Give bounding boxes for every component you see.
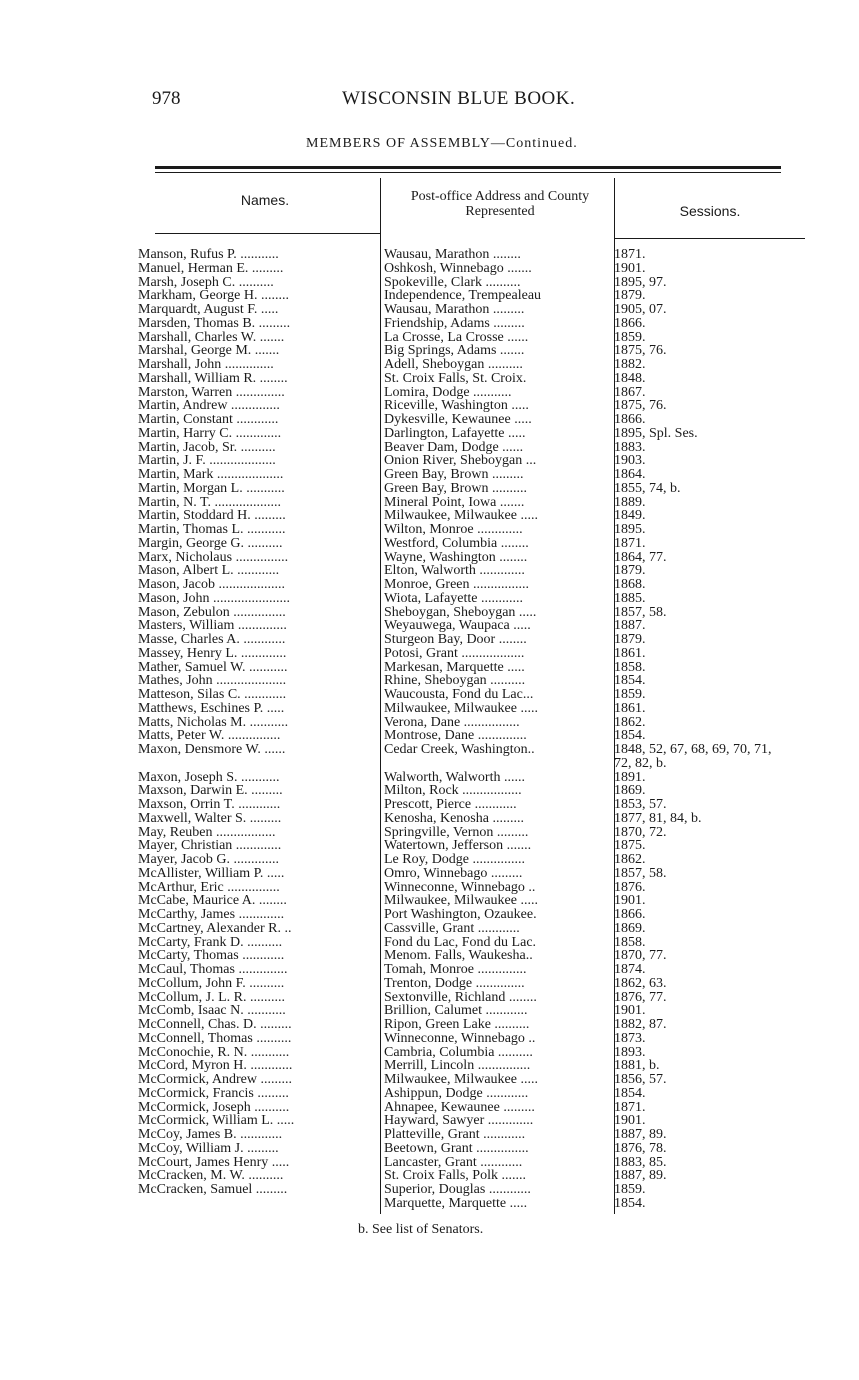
member-sessions: 1879. — [614, 564, 646, 578]
member-name: Marshal, George M. ....... — [138, 344, 280, 358]
member-name: Martin, Andrew .............. — [138, 399, 280, 413]
member-sessions: 1871. — [614, 1100, 646, 1115]
member-name: McConochie, R. N. ........... — [138, 1045, 290, 1060]
member-sessions: 1849. — [614, 509, 646, 523]
member-address: Riceville, Washington ..... — [384, 399, 529, 413]
member-address: Platteville, Grant ............ — [384, 1128, 526, 1142]
member-sessions: 1895, Spl. Ses. — [614, 426, 698, 441]
member-name: Mason, John ...................... — [138, 591, 291, 606]
member-name: Maxson, Darwin E. ......... — [138, 784, 283, 798]
member-address: Fond du Lac, Fond du Lac. — [384, 935, 537, 950]
member-name: McCourt, James Henry ..... — [138, 1155, 290, 1170]
member-name: McCracken, Samuel ......... — [138, 1183, 288, 1197]
member-sessions: 1869. — [614, 921, 646, 936]
member-name: Mathes, John .................... — [138, 674, 287, 688]
member-address: Prescott, Pierce ............ — [384, 798, 517, 812]
member-sessions: 1881, b. — [614, 1059, 660, 1073]
member-sessions: 1901. — [614, 1004, 646, 1018]
member-sessions: 1876, 77. — [614, 990, 667, 1005]
member-name: Marsden, Thomas B. ......... — [138, 316, 291, 331]
member-name: Martin, Morgan L. ........... — [138, 481, 285, 496]
member-address: Cedar Creek, Washington.. — [384, 743, 535, 757]
member-address: Port Washington, Ozaukee. — [384, 908, 537, 922]
member-sessions: 1859. — [614, 688, 646, 702]
member-address: Elton, Walworth ............. — [384, 564, 525, 578]
member-address: Westford, Columbia ........ — [384, 536, 529, 551]
member-address: Omro, Winnebago ......... — [384, 866, 523, 881]
member-address: Waucousta, Fond du Lac... — [384, 688, 534, 702]
member-address: Brillion, Calumet ............ — [384, 1004, 528, 1018]
member-name: Marx, Nicholaus ............... — [138, 550, 289, 565]
member-address: Oshkosh, Winnebago ....... — [384, 261, 532, 276]
member-name: McCollum, J. L. R. .......... — [138, 990, 286, 1005]
member-sessions: 1854. — [614, 674, 646, 688]
member-sessions: 1848, 52, 67, 68, 69, 70, 71, 72, 82, b. — [614, 743, 772, 771]
member-address: Hayward, Sawyer ............. — [384, 1114, 534, 1128]
member-name: McCoy, William J. ......... — [138, 1141, 279, 1156]
footnote: b. See list of Senators. — [358, 1222, 484, 1237]
member-address: Kenosha, Kenosha ......... — [384, 811, 524, 826]
member-name: Martin, Stoddard H. ......... — [138, 509, 286, 523]
member-name: Martin, N. T. ................... — [138, 495, 281, 510]
member-name: Martin, J. F. ................... — [138, 454, 276, 468]
member-name — [138, 1197, 376, 1211]
member-sessions: 1903. — [614, 454, 646, 468]
member-address: Ahnapee, Kewaunee ......... — [384, 1100, 535, 1115]
member-address: Milton, Rock ................. — [384, 784, 522, 798]
member-address: Lomira, Dodge ........... — [384, 385, 512, 400]
member-address: Trenton, Dodge .............. — [384, 976, 525, 991]
header-underline-names — [155, 233, 380, 234]
member-name: Mather, Samuel W. ........... — [138, 660, 288, 675]
column-header-address: Post-office Address and County Represented — [410, 189, 590, 219]
member-address: Friendship, Adams ......... — [384, 316, 525, 331]
member-name: McCord, Myron H. ............ — [138, 1059, 293, 1073]
member-name: Massey, Henry L. ............. — [138, 646, 287, 661]
member-name: Marsh, Joseph C. .......... — [138, 275, 274, 290]
member-sessions: 1864. — [614, 468, 646, 482]
member-sessions: 1871. — [614, 536, 646, 551]
member-name: Markham, George H. ........ — [138, 289, 289, 303]
page-number: 978 — [152, 88, 181, 109]
member-name: McCormick, William L. ..... — [138, 1114, 295, 1128]
member-name: Marshall, William R. ........ — [138, 371, 288, 386]
member-address: Sextonville, Richland ........ — [384, 990, 537, 1005]
member-address: Beaver Dam, Dodge ...... — [384, 440, 524, 455]
member-sessions: 1901. — [614, 261, 646, 276]
member-address: Mineral Point, Iowa ....... — [384, 495, 525, 510]
member-address: Milwaukee, Milwaukee ..... — [384, 509, 538, 523]
member-address: Wilton, Monroe ............. — [384, 523, 523, 537]
column-header-names: Names. — [240, 192, 290, 208]
member-sessions: 1885. — [614, 591, 646, 606]
member-name: McComb, Isaac N. ........... — [138, 1004, 286, 1018]
member-sessions: 1891. — [614, 770, 646, 785]
column-header-sessions: Sessions. — [679, 203, 741, 219]
member-address: Marquette, Marquette ..... — [384, 1196, 528, 1211]
member-sessions: 1876, 78. — [614, 1141, 667, 1156]
member-sessions: 1859. — [614, 1183, 646, 1197]
member-sessions: 1862. — [614, 715, 646, 730]
member-name: McCormick, Andrew ......... — [138, 1073, 292, 1087]
member-sessions: 1869. — [614, 784, 646, 798]
member-name: Marshall, John .............. — [138, 358, 274, 372]
member-sessions: 1873. — [614, 1031, 646, 1046]
member-address: Merrill, Lincoln ............... — [384, 1059, 531, 1073]
member-address: Milwaukee, Milwaukee ..... — [384, 701, 538, 716]
member-name: Maxwell, Walter S. ......... — [138, 811, 282, 826]
member-address: Superior, Douglas ............ — [384, 1183, 531, 1197]
member-name: Masse, Charles A. ............ — [138, 633, 286, 647]
member-name: Manson, Rufus P. ........... — [138, 248, 279, 262]
member-sessions: 1867. — [614, 385, 646, 400]
member-sessions: 1893. — [614, 1045, 646, 1060]
member-sessions: 1887. — [614, 619, 646, 633]
member-address: Beetown, Grant ............... — [384, 1141, 529, 1156]
member-address: Menom. Falls, Waukesha.. — [384, 949, 533, 963]
member-address: Adell, Sheboygan .......... — [384, 358, 523, 372]
member-sessions: 1854. — [614, 729, 646, 743]
member-address: Monroe, Green ................ — [384, 578, 530, 592]
running-title: WISCONSIN BLUE BOOK. — [342, 88, 576, 109]
member-address: Winneconne, Winnebago .. — [384, 880, 536, 895]
member-name: McCartney, Alexander R. .. — [138, 921, 292, 936]
member-name: McCarthy, James ............. — [138, 908, 285, 922]
member-sessions: 1883. — [614, 440, 646, 455]
member-sessions: 1853, 57. — [614, 798, 667, 812]
member-sessions: 1887, 89. — [614, 1128, 667, 1142]
member-address: Verona, Dane ................ — [384, 715, 520, 730]
member-name: Margin, George G. .......... — [138, 536, 283, 551]
header-underline-sessions — [615, 238, 805, 239]
member-address: Cambria, Columbia .......... — [384, 1045, 533, 1060]
member-sessions: 1859. — [614, 330, 646, 345]
member-address: Wausau, Marathon ......... — [384, 303, 525, 317]
member-name: Mayer, Jacob G. ............. — [138, 853, 279, 867]
member-name: McCracken, M. W. .......... — [138, 1169, 284, 1183]
member-address: Wausau, Marathon ........ — [384, 248, 521, 262]
member-name: Matteson, Silas C. ............ — [138, 688, 287, 702]
member-address: Dykesville, Kewaunee ..... — [384, 413, 532, 427]
member-sessions: 1854. — [614, 1196, 646, 1211]
member-name: Marston, Warren .............. — [138, 385, 285, 400]
member-address: Big Springs, Adams ....... — [384, 344, 525, 358]
member-address: Springville, Vernon ......... — [384, 825, 529, 840]
member-address: Wayne, Washington ........ — [384, 550, 528, 565]
member-sessions: 1876. — [614, 880, 646, 895]
member-sessions: 1870, 72. — [614, 825, 667, 840]
member-name: Maxson, Orrin T. ............ — [138, 798, 281, 812]
member-sessions: 1858. — [614, 935, 646, 950]
member-name: Manuel, Herman E. ......... — [138, 261, 284, 276]
member-sessions: 1861. — [614, 701, 646, 716]
member-sessions: 1895, 97. — [614, 275, 667, 290]
member-address: St. Croix Falls, Polk ....... — [384, 1169, 526, 1183]
member-sessions: 1866. — [614, 908, 646, 922]
member-name: McCormick, Joseph .......... — [138, 1100, 290, 1115]
member-address: Sheboygan, Sheboygan ..... — [384, 605, 537, 620]
member-sessions: 1855, 74, b. — [614, 481, 681, 496]
member-sessions: 1866. — [614, 413, 646, 427]
member-sessions: 1901. — [614, 1114, 646, 1128]
member-name: Marquardt, August F. ..... — [138, 303, 279, 317]
member-address: Wiota, Lafayette ............ — [384, 591, 523, 606]
member-name: Mason, Jacob ................... — [138, 578, 285, 592]
member-sessions: 1901. — [614, 894, 646, 908]
member-name: Matthews, Eschines P. ..... — [138, 701, 285, 716]
member-name: McCarty, Frank D. .......... — [138, 935, 283, 950]
member-address: Potosi, Grant .................. — [384, 646, 525, 661]
member-sessions: 1879. — [614, 289, 646, 303]
member-sessions: 1883, 85. — [614, 1155, 667, 1170]
member-name: Martin, Thomas L. ........... — [138, 523, 286, 537]
member-name: May, Reuben ................. — [138, 825, 276, 840]
member-address: Watertown, Jefferson ....... — [384, 839, 532, 853]
member-sessions: 1882. — [614, 358, 646, 372]
member-sessions: 1875, 76. — [614, 344, 667, 358]
member-sessions: 1870, 77. — [614, 949, 667, 963]
member-name: McCollum, John F. .......... — [138, 976, 285, 991]
member-name: Matts, Peter W. ............... — [138, 729, 281, 743]
member-name: Martin, Constant ............ — [138, 413, 279, 427]
member-sessions: 1857, 58. — [614, 605, 667, 620]
member-address: Ripon, Green Lake .......... — [384, 1018, 530, 1032]
member-name: Mason, Zebulon ............... — [138, 605, 286, 620]
member-name: Martin, Jacob, Sr. .......... — [138, 440, 276, 455]
member-address: Milwaukee, Milwaukee ..... — [384, 1073, 538, 1087]
member-name: McCaul, Thomas .............. — [138, 963, 288, 977]
member-sessions: 1868. — [614, 578, 646, 592]
member-address: Milwaukee, Milwaukee ..... — [384, 894, 538, 908]
member-sessions: 1879. — [614, 633, 646, 647]
member-address: Walworth, Walworth ...... — [384, 770, 525, 785]
member-sessions: 1848. — [614, 371, 646, 386]
top-rule-thick — [155, 166, 781, 169]
member-name: McCabe, Maurice A. ........ — [138, 894, 287, 908]
member-name: McAllister, William P. ..... — [138, 866, 285, 881]
member-address: Montrose, Dane .............. — [384, 729, 527, 743]
member-sessions: 1905, 07. — [614, 303, 667, 317]
member-sessions: 1866. — [614, 316, 646, 331]
member-address: La Crosse, La Crosse ...... — [384, 330, 529, 345]
member-name: Matts, Nicholas M. ........... — [138, 715, 289, 730]
member-sessions: 1877, 81, 84, b. — [614, 811, 702, 826]
member-name: Martin, Harry C. ............. — [138, 426, 282, 441]
member-sessions: 1864, 77. — [614, 550, 667, 565]
member-address: Winneconne, Winnebago .. — [384, 1031, 536, 1046]
member-sessions: 1862. — [614, 853, 646, 867]
member-sessions: 1857, 58. — [614, 866, 667, 881]
member-name: Martin, Mark ................... — [138, 468, 284, 482]
member-sessions: 1874. — [614, 963, 646, 977]
member-name: Marshall, Charles W. ....... — [138, 330, 285, 345]
member-address: Weyauwega, Waupaca ..... — [384, 619, 531, 633]
top-rule-thin — [155, 172, 781, 173]
sessions-column — [614, 248, 784, 1211]
member-name: McConnell, Thomas .......... — [138, 1031, 292, 1046]
member-address: Rhine, Sheboygan .......... — [384, 674, 526, 688]
member-name: McCarty, Thomas ............ — [138, 949, 285, 963]
member-address: Ashippun, Dodge ............ — [384, 1086, 529, 1101]
member-name: McCormick, Francis ......... — [138, 1086, 289, 1101]
member-sessions: 1862, 63. — [614, 976, 667, 991]
member-address: Markesan, Marquette ..... — [384, 660, 525, 675]
member-name: Masters, William .............. — [138, 619, 287, 633]
member-address: Green Bay, Brown .......... — [384, 481, 527, 496]
member-name: McCoy, James B. ............ — [138, 1128, 283, 1142]
member-sessions: 1887, 89. — [614, 1169, 667, 1183]
member-name: McArthur, Eric ............... — [138, 880, 280, 895]
column-divider-left — [380, 178, 381, 1214]
member-address: Sturgeon Bay, Door ........ — [384, 633, 527, 647]
member-address: Darlington, Lafayette ..... — [384, 426, 526, 441]
member-name: Maxon, Densmore W. ...... — [138, 743, 286, 757]
member-address: Independence, Trempealeau — [384, 289, 542, 303]
member-sessions: 1895. — [614, 523, 646, 537]
member-address: Le Roy, Dodge ............... — [384, 853, 526, 867]
member-name: McConnell, Chas. D. ......... — [138, 1018, 292, 1032]
address-column — [384, 248, 610, 1211]
member-address: Cassville, Grant ............ — [384, 921, 520, 936]
member-name: Mayer, Christian ............. — [138, 839, 282, 853]
member-address: Tomah, Monroe .............. — [384, 963, 527, 977]
member-sessions: 1861. — [614, 646, 646, 661]
member-name: Maxon, Joseph S. ........... — [138, 770, 280, 785]
member-sessions: 1882, 87. — [614, 1018, 667, 1032]
member-sessions: 1856, 57. — [614, 1073, 667, 1087]
member-sessions: 1854. — [614, 1086, 646, 1101]
section-title: MEMBERS OF ASSEMBLY—Continued. — [306, 136, 578, 151]
member-address: Onion River, Sheboygan ... — [384, 454, 537, 468]
names-column — [138, 248, 376, 1211]
member-address: St. Croix Falls, St. Croix. — [384, 371, 527, 386]
member-name: Mason, Albert L. ............ — [138, 564, 280, 578]
member-sessions: 1858. — [614, 660, 646, 675]
member-sessions: 1871. — [614, 248, 646, 262]
member-address: Green Bay, Brown ......... — [384, 468, 524, 482]
member-sessions: 1875. — [614, 839, 646, 853]
member-address: Spokeville, Clark .......... — [384, 275, 521, 290]
member-address: Lancaster, Grant ............ — [384, 1155, 523, 1170]
member-sessions: 1889. — [614, 495, 646, 510]
member-sessions: 1875, 76. — [614, 399, 667, 413]
